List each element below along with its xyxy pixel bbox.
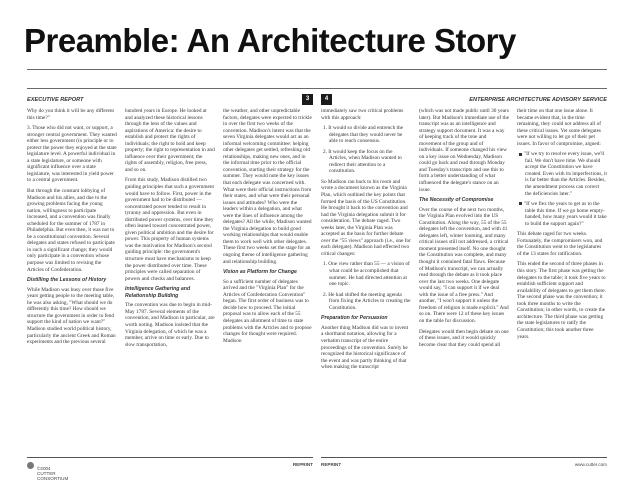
footer-copyright: ©2004 CUTTER CONSORTIUM [37, 466, 69, 481]
body-paragraph: hundred years in Europe. He looked at and analyzed these historical lessons through the lens of the values and aspirations of America: the desire to establish and protect the rights of individuals; the right to hold and keep property; the right to representation in and influence over their government; the rights of assembly, religion, free press, and so on. [125, 108, 215, 173]
text-column [419, 108, 509, 448]
page-footer [321, 457, 607, 470]
body-paragraph: immediately saw two critical problems with this approach: [321, 108, 404, 121]
text-column [517, 108, 607, 448]
body-paragraph: So a sufficient number of delegates arrived and the "Virginia Plan" for the Articles of Confederation Convention" began. The first order of business was to decide how to proceed. The initial proposal was to allow each of the 55 delegates an allotment of time to state problems with the Articles and to propose changes for thought were required. Madison [223, 278, 312, 344]
text-columns [27, 108, 313, 448]
text-column [321, 108, 411, 448]
text-column [125, 108, 215, 448]
section-heading: Vision as Platform for Change [223, 269, 297, 276]
page-number-badge: 3 [302, 94, 313, 105]
section-heading: Intelligence Gathering and Relationship Building [125, 286, 191, 299]
section-heading: Distilling the Lessons of History [27, 277, 107, 284]
section-heading: The Necessity of Compromise [419, 197, 494, 204]
body-paragraph: Why do you think it will be any different this time?" [27, 108, 114, 121]
page-header [27, 94, 313, 108]
bullet-item [517, 201, 607, 227]
cutter-logo-icon [27, 462, 34, 469]
page-header [321, 94, 607, 108]
bullet-text: "If we try to resolve every issue, we'll fail. We don't have time. We should accept the Constitution we have created. Even with its imperfections, it is far better than the Articles. Besides, the amendment process can correct the deficiencies later." [524, 151, 607, 197]
left-page [27, 94, 313, 481]
numbered-item: 1. It would so divide and entrench the delegates that they would never be able to reach consensus. [323, 125, 404, 145]
numbered-item: 2. It would keep the focus on the Articles, when Madison wanted to redirect their attention to a constitution. [323, 148, 402, 175]
body-paragraph: While Madison was busy over those five years getting people to the meeting table, he was also asking, "What should we do differently this time? How should we structure the government in order to fend support the kind of nation we want?" Madison studied world political history, particularly the ancient Greek and Roman experiments and the previous several [27, 286, 116, 346]
title-rule-lower [27, 88, 607, 89]
text-column [27, 108, 117, 448]
footer-reprint: REPRINT [292, 462, 313, 467]
footer-url: www.cutter.com [574, 462, 607, 467]
bullet-square-icon [519, 202, 522, 205]
body-paragraph: Another thing Madison did was to invent a shorthand notation, allowing for a verbatim transcript of the entire proceedings of the convention. Surely he recognized the historical significance of the event and was partly thinking of that when making the transcript [321, 324, 409, 371]
bullet-item [517, 151, 607, 197]
text-columns [321, 108, 607, 448]
body-paragraph: The convention was due to begin in mid-May 1787. Several elements of the convention, and Madison in particular, are worth noting. Madison insisted that the Virginia delegation, of which he was a member, arrive on time or early. Due to slow transportation, [125, 302, 215, 348]
page-footer [27, 457, 313, 481]
body-paragraph: Delegates would then begin debate on one of these issues, and it would quickly become clear that they could spend all [419, 328, 509, 348]
body-paragraph: their time on that one issue alone. It became evident that, in the time remaining, they could not address all of these critical issues. Yet some delegates were not willing to let go of their pet issues. In favor of compromise, argued: [517, 108, 601, 147]
page-header-title: ENTERPRISE ARCHITECTURE ADVISORY SERVICE [469, 97, 607, 103]
page-header-title: EXECUTIVE REPORT [27, 97, 84, 103]
body-paragraph: So Madison ran back to his room and wrote a document known as the Virginia Plan, which outlined the key points that formed the basis of the US Constitution. He brought it back to the convention and had the Virginia delegation submit it for consideration. The debate raged. Two weeks later, the Virginia Plan was accepted as the basis for further debate over the "55 views" approach (i.e., one for each delegate). Madison had effected two critical changes: [321, 178, 411, 257]
text-column [223, 108, 313, 448]
numbered-item: 1. One view rather than 55 — a vision of what could be accomplished that summer. He had directed attention at one topic. [323, 261, 410, 288]
body-paragraph: (which was not made public until 30 years later). But Madison's immediate use of the transcript was as an intelligence and strategy support document. It was a way of keeping track of the tone and movement of the group and of individuals. If someone changed his view on a key issue on Wednesday, Madison could go back and read through Monday and Tuesday's transcripts and use this to form a better understanding of what influenced the delegate's stance on an issue. [419, 108, 509, 193]
title-rule [27, 69, 607, 70]
bullet-text: "If we flex the years to get us to the table this time. If we go home empty-handed, how many years would it take to build the support again?" [524, 201, 607, 227]
bullet-square-icon [519, 153, 522, 156]
body-paragraph: This ended the second of three phases in this story. The first phase was getting the delegates to the table; it took five years to establish sufficient support and availability of delegates to get them there. The second phase was the convention; it took three months to write the Constitution; in other words, to create the architecture. The third phase was getting the state legislatures to ratify the Constitution; this took another three years. [517, 261, 606, 340]
section-heading: Preparation for Persuasion [321, 315, 388, 322]
body-paragraph: the weather, and other unpredictable factors, delegates were expected to trickle in over the first two weeks of the convention. Madison's intent was that the seven Virginia delegates would act as an informal welcoming committee: helping other delegates get settled, refreshing old relationships, making new ones, and in the informal time prior to the official convention, starting their strategy for the summer. They would note the key issues that each delegate was concerned with. What were their official instructions from their states, and what were their personal issues and attitudes? Who were the leaders within a delegation, and what were the lines of influence among the delegates? All the while, Madison wanted the Virginia delegation to build good working relationships that would enable them to work well with other delegates. These first two weeks set the stage for an ongoing theme of intelligence gathering and relationship building. [223, 108, 312, 265]
body-paragraph: From this study, Madison distilled two guiding principles that such a government would have to follow. First, power in the government had to be distributed — concentrated power tended to result in tyranny and oppression. But even in distributed power systems, over time they often leaned toward concentrated power, given political ambition and the desire for power. This property of human systems was the motivation for Madison's second guiding principle: the government's structure must have mechanisms to keep the power distributed over time. These principles were called separation of powers and checks and balances. [125, 177, 214, 282]
body-paragraph: This debate raged for two weeks. Fortunately, the compromisers won, and the Constitution went to the legislatures of the 13 states for ratification. [517, 231, 603, 257]
numbered-item: 2. He had shifted the meeting agenda from fixing the Articles to creating the Constitution. [323, 291, 411, 311]
right-page [321, 94, 607, 474]
body-paragraph: But through the constant lobbying of Madison and his allies, and due to the growing problems facing the young nation, willingness to participate increased, and a convention was finally scheduled for the summer of 1787 in Philadelphia. But even then, it was not to be a constitutional convention. Several delegates and states refused to participate in such a significant change; they would only participate in a convention whose purpose was limited to revising the Articles of Confederation. [27, 188, 115, 273]
page-number-badge: 4 [321, 94, 332, 105]
body-paragraph: Over the course of the next two months, the Virginia Plan evolved into the US Constitution. Along the way, 55 of the 55 delegates left the convention, and with 41 delegates left, winter looming, and many critical issues still not addressed, a critical moment presented itself. No one thought the Constitution was complete, and many thought it contained fatal flaws. Because of Madison's transcript, we can actually read through the debate as it took place over the last two weeks. One delegate would say, "I can support it if we deal with the issue of a free press." And another, "I won't support it unless the freedom of religion is made explicit." And so on. There were 12 of these key issues on the table for discussion. [419, 206, 509, 324]
slide-title: Preamble: An Architecture Story [24, 22, 516, 59]
body-paragraph: 3. Those who did not want, or support, a stronger central government. They wanted either less government (in principle or to protect the power they enjoyed at the state legislature level. A powerful individual in a state legislature, or someone with significant influence over a state legislature, was interested in yield power to a central government. [27, 125, 117, 184]
footer-reprint: REPRINT [321, 462, 342, 467]
